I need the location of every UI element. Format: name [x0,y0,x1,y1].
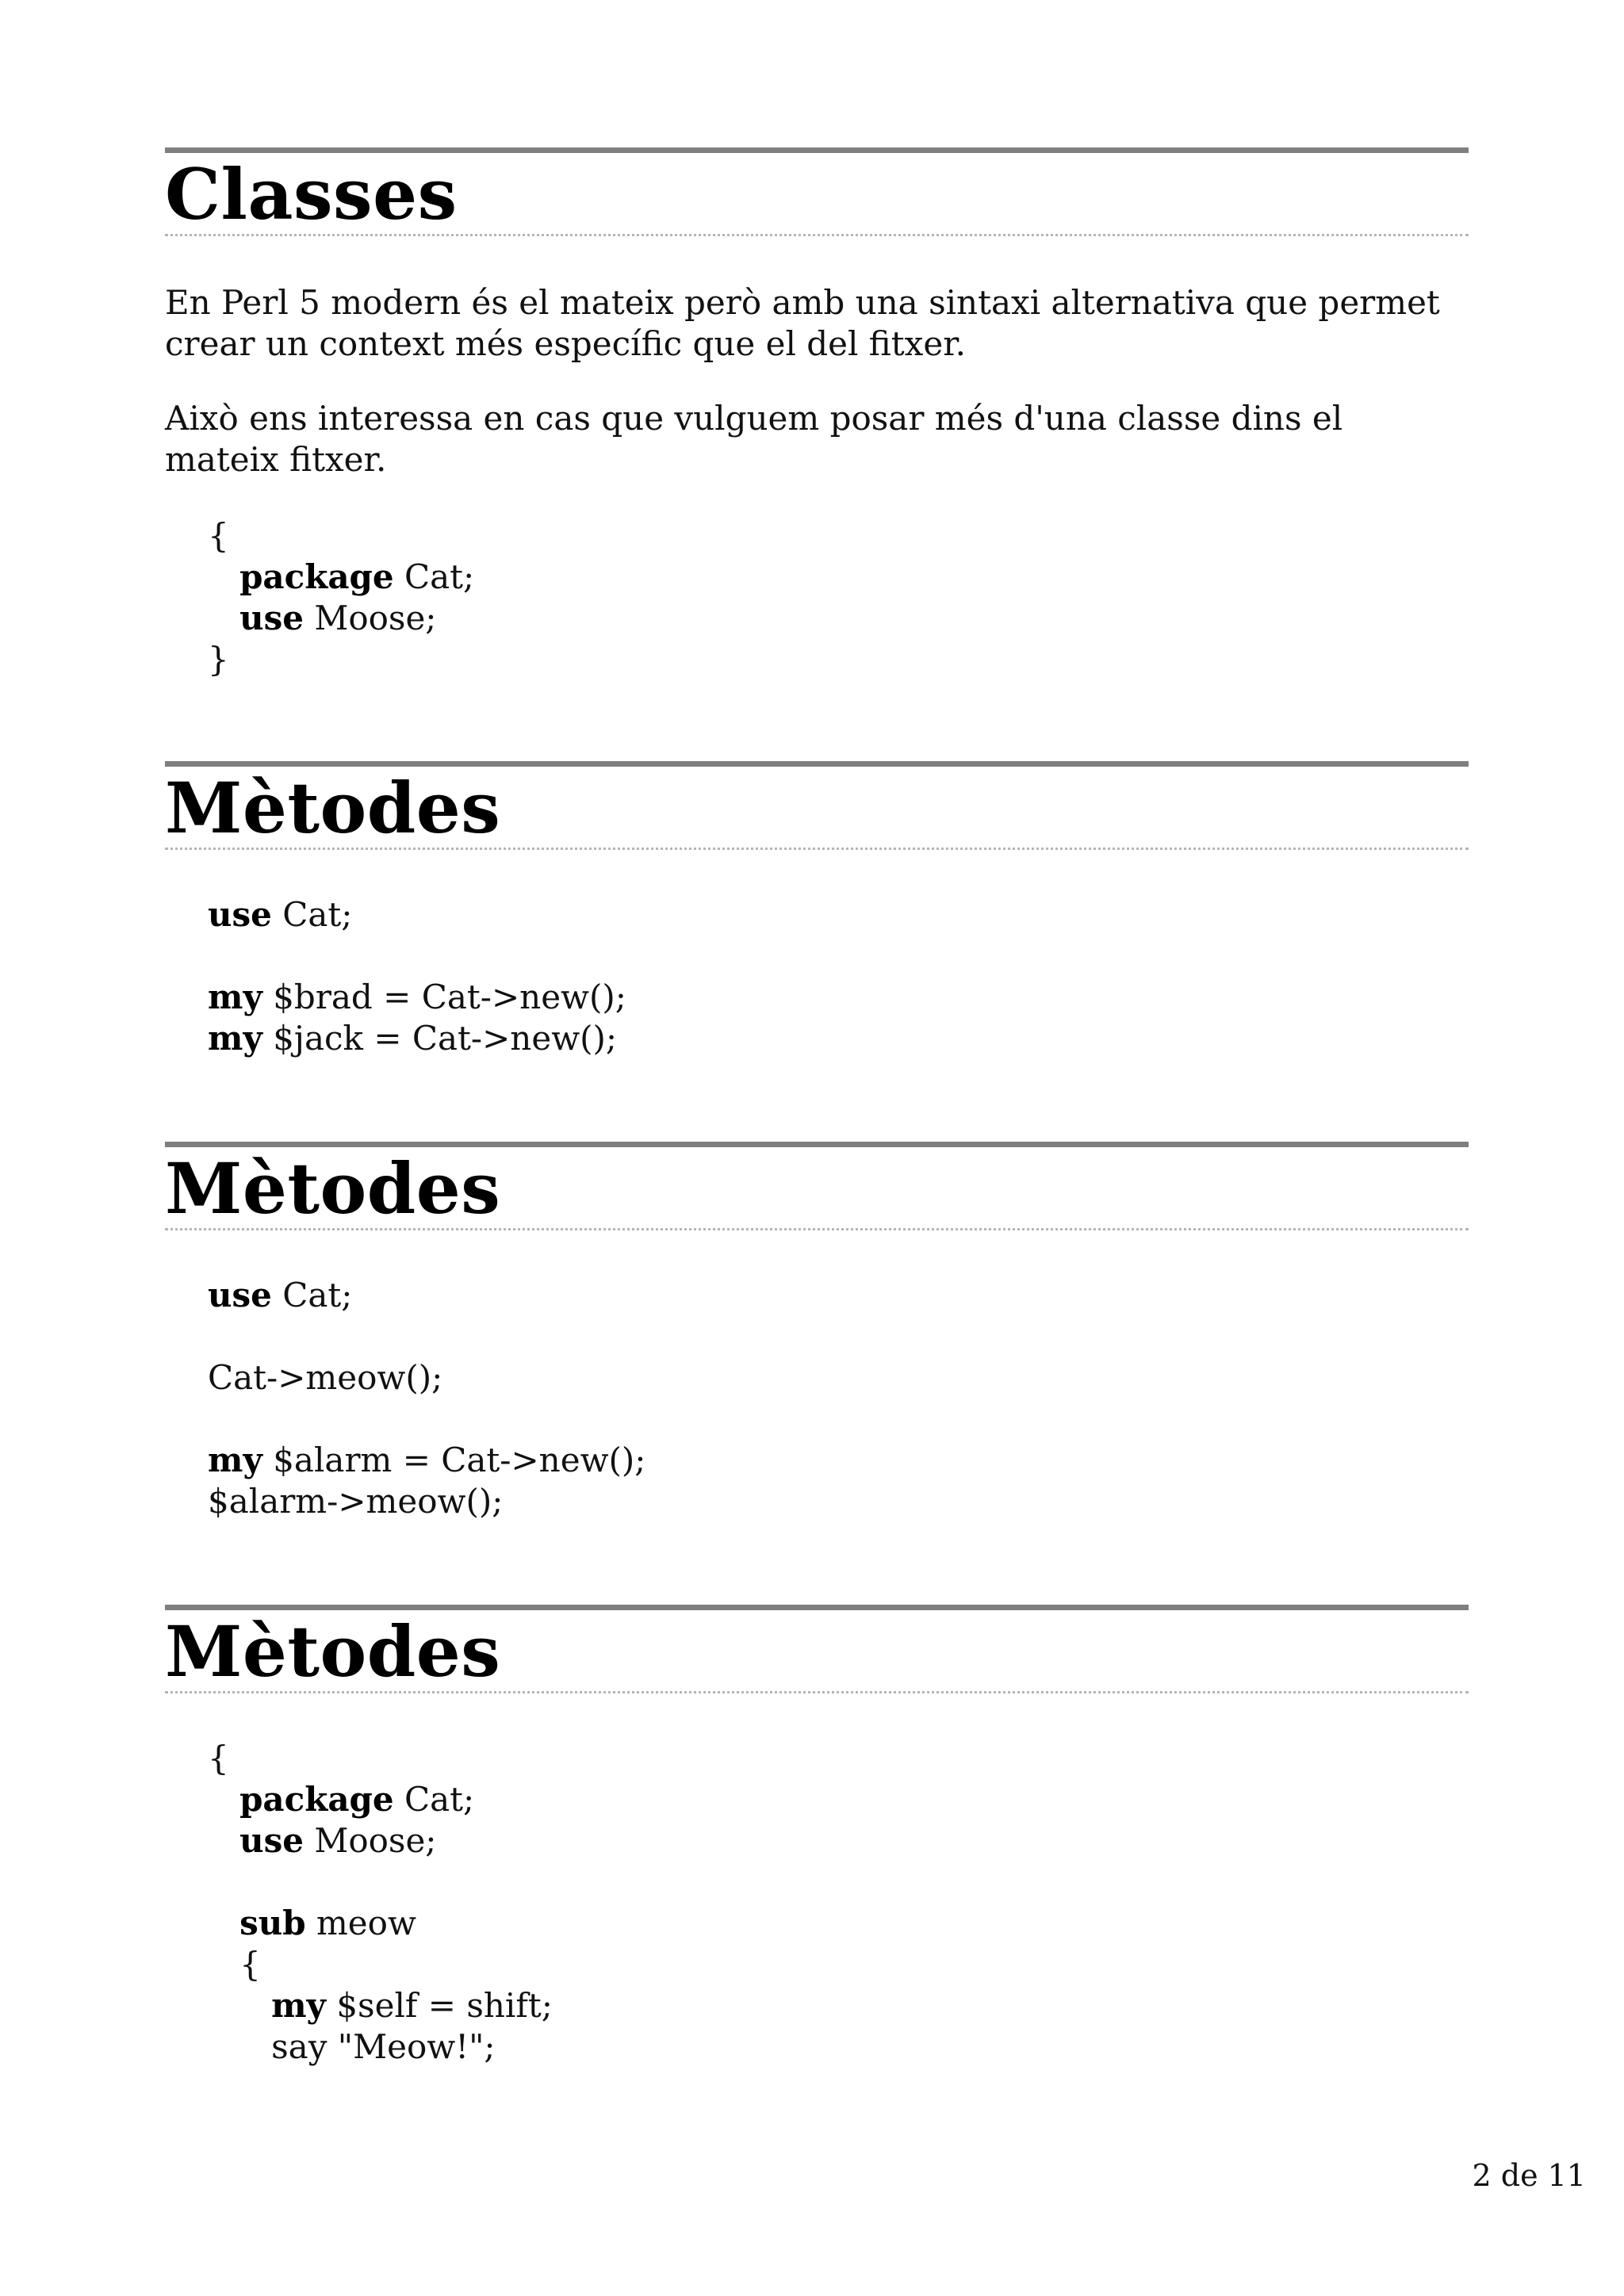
code-line [208,598,1469,639]
code-keyword: sub [239,1904,306,1942]
code-line [208,557,1469,598]
heading-top-rule [165,147,1469,153]
code-keyword: use [208,895,272,934]
code-line [208,1985,1469,2026]
code-keyword: my [208,978,262,1016]
code-text: say "Meow!"; [271,2027,496,2066]
section-metodes-2 [165,1142,1469,1522]
code-line [208,1399,1469,1440]
code-text: Cat; [271,1276,353,1314]
code-keyword: package [239,557,394,596]
code-keyword: use [239,599,304,637]
code-text: } [208,640,229,679]
code-text: { [208,516,229,555]
section-heading: Classes [165,153,458,235]
code-text: meow [305,1904,416,1942]
code-text: Moose; [303,599,437,637]
code-line [208,1738,1469,1779]
code-text: Moose; [303,1821,437,1860]
code-text: Cat; [393,1780,475,1819]
code-block [208,894,1469,1059]
code-block [208,1738,1469,2068]
code-text: Cat; [393,557,475,596]
heading-top-rule [165,761,1469,767]
heading-top-rule [165,1605,1469,1610]
code-line [208,1018,1469,1059]
code-keyword: my [208,1441,262,1479]
section-heading: Mètodes [165,767,501,849]
code-text: $brad = Cat->new(); [262,978,626,1016]
code-line [208,1903,1469,1944]
code-keyword: use [239,1821,304,1860]
page-number: 2 de 11 [1472,2158,1586,2193]
code-text: $alarm->meow(); [208,1482,504,1521]
code-line [208,1944,1469,1985]
code-line [208,1481,1469,1522]
code-keyword: my [208,1019,262,1058]
section-heading: Mètodes [165,1147,501,1230]
paragraph: Això ens interessa en cas que vulguem posar més d'una classe dins el mateix fitxer. [165,399,1343,479]
code-line [208,1440,1469,1481]
code-block [208,1275,1469,1522]
code-keyword: use [208,1276,272,1314]
code-line [208,894,1469,936]
paragraph: En Perl 5 modern és el mateix però amb una sintaxi alternativa que permet crear un context més específic que el del fitxer. [165,283,1440,363]
code-line [208,936,1469,977]
code-line [208,1357,1469,1399]
code-keyword: package [239,1780,394,1819]
code-text: Cat->meow(); [208,1358,443,1397]
code-line [208,1779,1469,1820]
heading-top-rule [165,1142,1469,1147]
code-line [208,1275,1469,1316]
code-keyword: my [271,1986,326,2025]
code-line [208,1862,1469,1903]
code-text: $self = shift; [325,1986,553,2025]
code-text: $alarm = Cat->new(); [262,1441,646,1479]
code-line [208,977,1469,1018]
section-heading: Mètodes [165,1610,501,1693]
code-line [208,1316,1469,1357]
code-text: { [208,1739,229,1777]
section-classes [165,147,1469,680]
section-metodes-3 [165,1605,1469,2068]
code-text: Cat; [271,895,353,934]
code-text: $jack = Cat->new(); [262,1019,618,1058]
code-line [208,2026,1469,2068]
code-text: { [239,1945,261,1984]
code-block [208,515,1469,680]
code-line [208,515,1469,557]
code-line [208,1820,1469,1862]
code-line [208,639,1469,680]
section-metodes-1 [165,761,1469,1059]
